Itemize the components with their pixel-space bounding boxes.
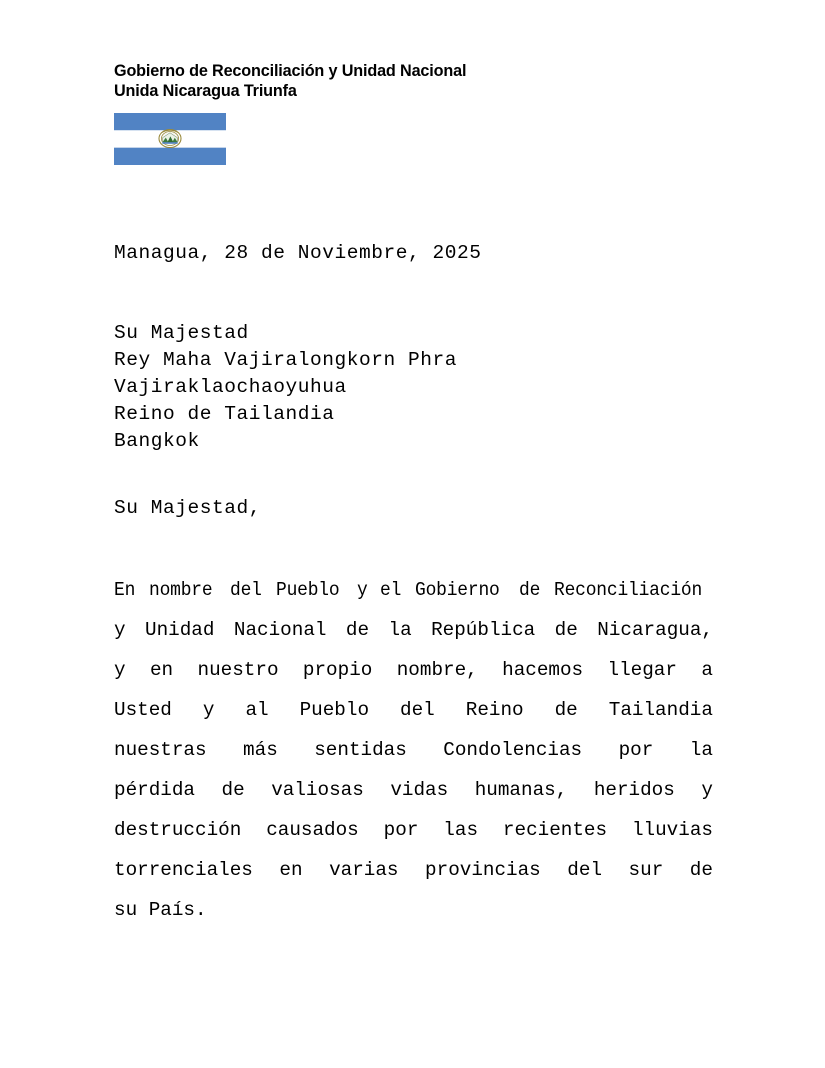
body-word: el: [380, 579, 402, 601]
body-word: a: [701, 659, 713, 681]
body-word: Reconciliación: [553, 579, 702, 601]
body-word: del: [567, 859, 603, 881]
body-word: humanas,: [474, 779, 568, 801]
body-line: [114, 850, 713, 890]
body-paragraph: [114, 570, 713, 930]
body-word: nombre: [149, 579, 213, 601]
body-line: [114, 730, 713, 770]
body-word: recientes: [502, 819, 608, 841]
letter-content: [114, 240, 713, 930]
body-word: provincias: [425, 859, 541, 881]
nicaragua-flag-icon: [114, 113, 226, 165]
addressee-line: Vajiraklaochaoyuhua: [114, 376, 347, 398]
body-word: nuestras: [114, 739, 207, 761]
body-word: nombre,: [396, 659, 478, 681]
body-word: y: [114, 619, 126, 641]
body-word: y: [701, 779, 713, 801]
addressee-line: Su Majestad: [114, 322, 249, 344]
body-word: Unidad: [145, 619, 215, 641]
body-word: Gobierno: [415, 579, 500, 601]
body-word: de: [345, 619, 370, 641]
body-line: [114, 610, 713, 650]
letterhead-line-2: Unida Nicaragua Triunfa: [114, 81, 297, 100]
body-word: la: [388, 619, 412, 641]
body-line: su País.: [114, 899, 207, 921]
letterhead: [114, 62, 754, 101]
body-word: de: [689, 859, 713, 881]
body-line: [114, 690, 713, 730]
body-word: en: [279, 859, 303, 881]
body-word: varias: [329, 859, 399, 881]
body-word: las: [443, 819, 479, 841]
salutation: Su Majestad,: [114, 497, 262, 519]
body-word: Reino: [465, 699, 524, 721]
body-word: sur: [628, 859, 664, 881]
body-word: heridos: [593, 779, 675, 801]
body-line: [114, 650, 713, 690]
body-word: Tailandia: [608, 699, 713, 721]
body-word: propio: [302, 659, 373, 681]
body-word: causados: [266, 819, 359, 841]
body-line: [114, 570, 713, 610]
letterhead-line-1: Gobierno de Reconciliación y Unidad Nacional: [114, 62, 467, 80]
body-word: Pueblo: [299, 699, 370, 721]
body-line: [114, 810, 713, 850]
body-word: valiosas: [271, 779, 364, 801]
body-word: destrucción: [114, 819, 242, 841]
body-word: Nacional: [233, 619, 327, 641]
body-word: del: [400, 699, 435, 721]
body-word: de: [221, 779, 245, 801]
addressee-line: Bangkok: [114, 430, 200, 452]
body-word: hacemos: [502, 659, 584, 681]
addressee-line: Rey Maha Vajiralongkorn Phra: [114, 349, 458, 371]
body-word: pérdida: [114, 779, 195, 801]
body-word: Condolencias: [443, 739, 583, 761]
body-word: Usted: [114, 699, 172, 721]
body-word: y: [202, 699, 215, 721]
addressee-block: [114, 320, 713, 455]
body-word: Nicaragua,: [597, 619, 713, 641]
body-word: Pueblo: [276, 579, 340, 601]
body-word: sentidas: [314, 739, 407, 761]
body-word: y: [114, 659, 126, 681]
body-word: de: [518, 579, 540, 601]
body-word: de: [554, 699, 578, 721]
body-word: al: [245, 699, 269, 721]
body-word: nuestro: [197, 659, 279, 681]
body-word: la: [689, 739, 713, 761]
nicaragua-flag: [114, 113, 226, 165]
body-word: República: [431, 619, 536, 641]
body-word: y: [356, 579, 368, 601]
body-word: en: [149, 659, 174, 681]
body-word: más: [243, 739, 278, 761]
body-word: de: [554, 619, 578, 641]
body-word: del: [229, 579, 262, 601]
body-word: por: [383, 819, 419, 841]
body-word: llegar: [607, 659, 677, 681]
body-word: por: [618, 739, 654, 761]
body-word: torrenciales: [114, 859, 253, 881]
body-word: lluvias: [631, 819, 713, 841]
body-line: [114, 770, 713, 810]
date-line: Managua, 28 de Noviembre, 2025: [114, 242, 482, 264]
body-word: vidas: [390, 779, 449, 801]
addressee-line: Reino de Tailandia: [114, 403, 335, 425]
body-word: En: [114, 579, 136, 601]
